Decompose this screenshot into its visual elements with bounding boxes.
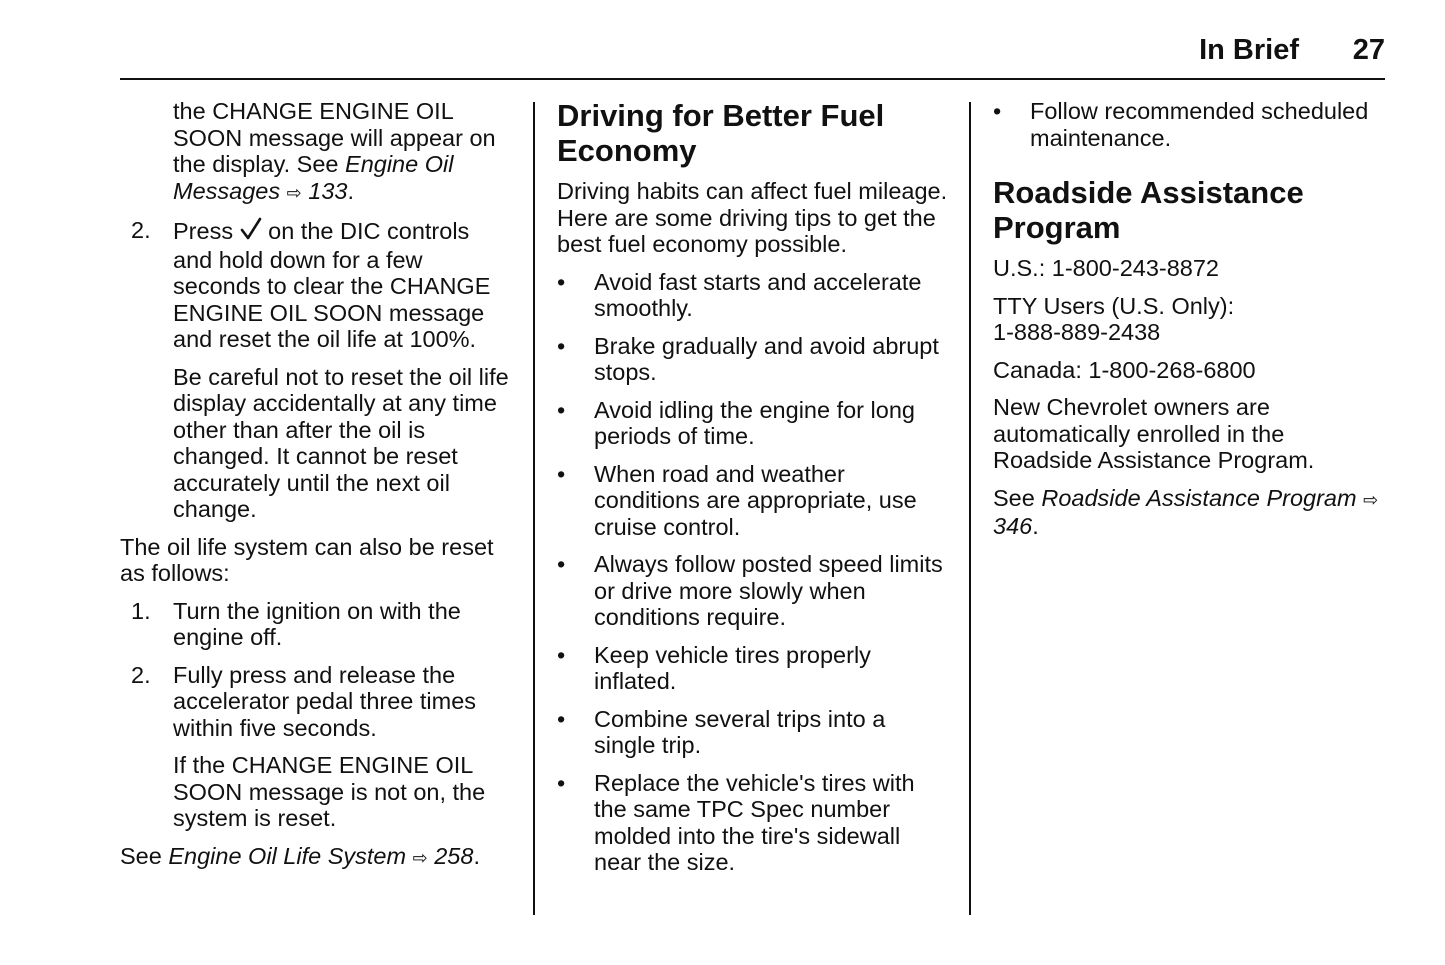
reset-intro-paragraph: The oil life system can also be reset as follows: bbox=[120, 533, 494, 586]
phone-canada: Canada: 1-800-268-6800 bbox=[993, 356, 1256, 383]
xref-page-number[interactable]: 346 bbox=[993, 513, 1033, 539]
bullet-icon: • bbox=[557, 332, 566, 359]
see-also-line: See Roadside Assistance Program ⇨ 346. bbox=[993, 484, 1379, 539]
column-left bbox=[120, 98, 515, 882]
column-divider-left bbox=[533, 102, 535, 915]
step-item: 1. Turn the ignition on with the engine off. bbox=[131, 597, 461, 650]
xref-engine-oil-messages[interactable]: Engine Oil Messages bbox=[173, 151, 454, 204]
bullet-item: • Avoid idling the engine for long periods of time. bbox=[557, 396, 915, 449]
see-also-line: See Engine Oil Life System ⇨ 258. bbox=[120, 842, 480, 869]
xref-engine-oil-life-system[interactable]: Engine Oil Life System bbox=[168, 842, 407, 869]
bullet-icon: • bbox=[993, 98, 1002, 124]
page-number: 27 bbox=[1352, 34, 1385, 66]
phone-tty: TTY Users (U.S. Only): 1-888-889-2438 bbox=[993, 292, 1235, 345]
xref-arrow-icon: ⇨ bbox=[286, 182, 302, 203]
bullet-icon: • bbox=[557, 769, 566, 796]
step-number: 2. bbox=[131, 661, 151, 688]
step-item: 2. Fully press and release the accelerator pedal three times within five seconds. bbox=[131, 661, 477, 741]
step-number: 2. bbox=[131, 217, 151, 243]
bullet-icon: • bbox=[557, 460, 566, 487]
column-right bbox=[993, 98, 1388, 551]
fuel-intro-paragraph: Driving habits can affect fuel mileage. Here are some driving tips to get the best fuel economy possible. bbox=[557, 178, 948, 257]
caution-paragraph: Be careful not to reset the oil life display accidentally at any time other than after the oil is changed. It cannot be reset accurately until the next oil change. bbox=[173, 363, 509, 522]
checkmark-icon bbox=[240, 217, 262, 247]
xref-page-number[interactable]: 133 bbox=[308, 177, 348, 204]
bullet-item: • Brake gradually and avoid abrupt stops. bbox=[557, 332, 939, 385]
heading-roadside-assistance: Roadside Assistance Program bbox=[993, 175, 1304, 245]
continued-paragraph: the CHANGE ENGINE OIL SOON message will appear on the display. See Engine Oil Messages ⇨ 133. bbox=[173, 98, 496, 204]
bullet-icon: • bbox=[557, 551, 566, 577]
running-header bbox=[120, 30, 1385, 80]
bullet-icon: • bbox=[557, 705, 566, 732]
bullet-icon: • bbox=[557, 641, 566, 668]
bullet-item: • Always follow posted speed limits or drive more slowly when conditions require. bbox=[557, 551, 943, 630]
bullet-item: • Follow recommended scheduled maintenance. bbox=[993, 98, 1369, 151]
enrollment-paragraph: New Chevrolet owners are automatically enrolled in the Roadside Assistance Program. bbox=[993, 394, 1315, 473]
bullet-icon: • bbox=[557, 268, 566, 295]
xref-roadside-assistance-program[interactable]: Roadside Assistance Program bbox=[1041, 484, 1357, 511]
reset-result-paragraph: If the CHANGE ENGINE OIL SOON message is not on, the system is reset. bbox=[173, 752, 486, 831]
bullet-icon: • bbox=[557, 396, 566, 423]
bullet-item: • Avoid fast starts and accelerate smoothly. bbox=[557, 268, 922, 321]
bullet-item: • Combine several trips into a single trip. bbox=[557, 705, 886, 758]
bullet-item: • When road and weather conditions are appropriate, use cruise control. bbox=[557, 460, 917, 540]
heading-fuel-economy: Driving for Better Fuel Economy bbox=[557, 98, 885, 168]
column-middle bbox=[557, 98, 952, 887]
column-divider-right bbox=[969, 102, 971, 915]
xref-arrow-icon: ⇨ bbox=[412, 847, 428, 868]
bullet-item: • Keep vehicle tires properly inflated. bbox=[557, 641, 871, 694]
bullet-item: • Replace the vehicle's tires with the same TPC Spec number molded into the tire's sidewall near the size. bbox=[557, 769, 915, 875]
step-number: 1. bbox=[131, 597, 151, 624]
step-item: 2. Press on the DIC controls and hold down for a few seconds to clear the CHANGE ENGINE OIL SOON message and reset the oil life at 100%. bbox=[131, 217, 491, 352]
phone-us: U.S.: 1-800-243-8872 bbox=[993, 255, 1220, 281]
xref-page-number[interactable]: 258 bbox=[434, 842, 474, 869]
section-title: In Brief bbox=[1199, 34, 1299, 66]
xref-arrow-icon: ⇨ bbox=[1363, 489, 1379, 510]
